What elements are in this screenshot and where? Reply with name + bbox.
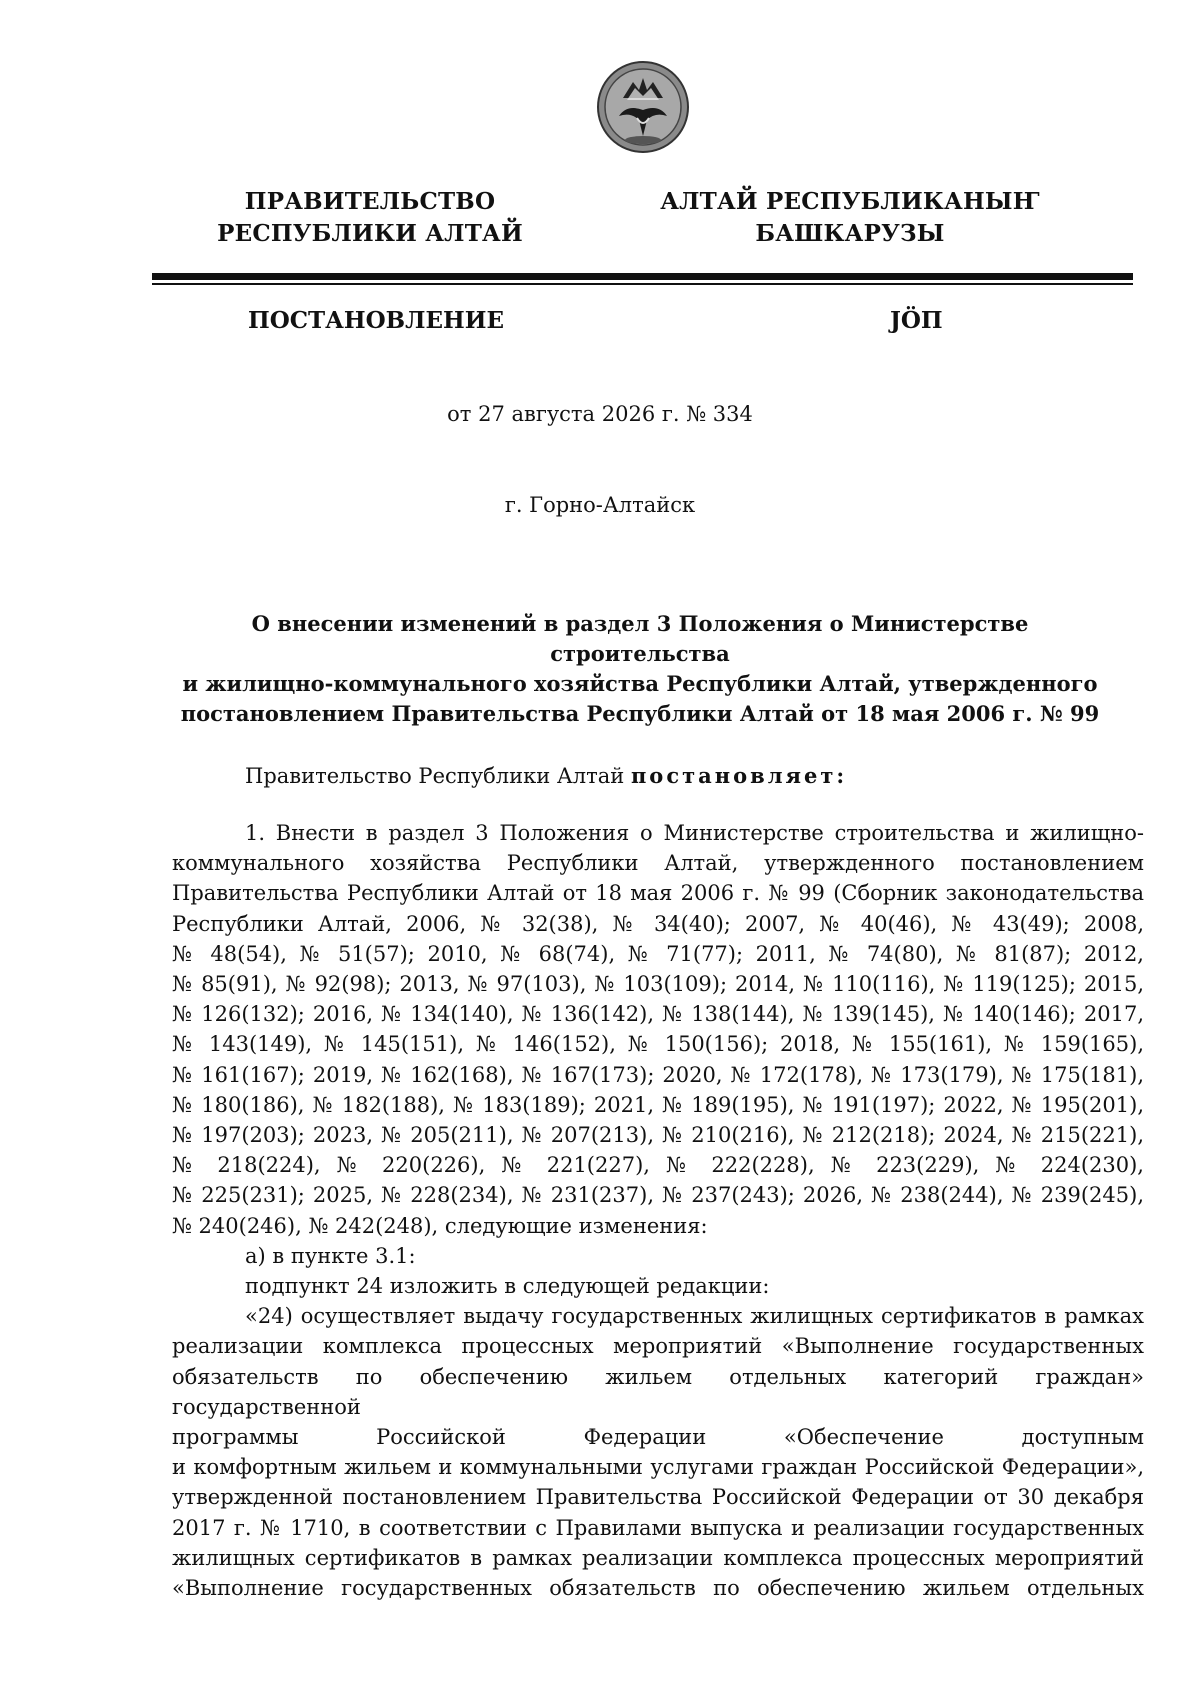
coat-of-arms-emblem bbox=[597, 58, 689, 156]
paragraph-line: программы Российской Федерации «Обеспечение доступным bbox=[172, 1425, 1144, 1450]
header-right-line2: БАШКАРУЗЫ bbox=[755, 220, 945, 247]
paragraph-line: реализации комплекса процессных мероприятий «Выполнение государственных bbox=[172, 1334, 1144, 1359]
paragraph-line: № 180(186), № 182(188), № 183(189); 2021, № 189(195), № 191(197); 2022, № 195(201), bbox=[172, 1092, 1144, 1117]
preamble-decree-word: постановляет: bbox=[630, 763, 848, 788]
paragraph-line: № 85(91), № 92(98); 2013, № 97(103), № 103(109); 2014, № 110(116), № 119(125); 2015, bbox=[172, 972, 1144, 997]
paragraph-line: № 218(224), № 220(226), № 221(227), № 222(228), № 223(229), № 224(230), bbox=[172, 1153, 1144, 1178]
paragraph-line: «24) осуществляет выдачу государственных жилищных сертификатов в рамках bbox=[245, 1304, 1144, 1329]
paragraph-line: утвержденной постановлением Правительства Российской Федерации от 30 декабря bbox=[172, 1485, 1144, 1510]
header-divider-thin bbox=[152, 283, 1133, 285]
document-title bbox=[160, 609, 1120, 729]
main-paragraph bbox=[172, 818, 1144, 1603]
header-left-block bbox=[160, 186, 580, 250]
paragraph-line: «Выполнение государственных обязательств по обеспечению жильем отдельных bbox=[172, 1576, 1144, 1601]
doc-type-russian: ПОСТАНОВЛЕНИЕ bbox=[248, 307, 504, 334]
title-line-3: постановлением Правительства Республики Алтай от 18 мая 2006 г. № 99 bbox=[180, 701, 1100, 726]
paragraph-line: № 161(167); 2019, № 162(168), № 167(173); 2020, № 172(178), № 173(179), № 175(181), bbox=[172, 1062, 1144, 1087]
header-left-line2: РЕСПУБЛИКИ АЛТАЙ bbox=[217, 220, 523, 247]
paragraph-line: жилищных сертификатов в рамках реализации комплекса процессных мероприятий bbox=[172, 1545, 1144, 1570]
paragraph-line: подпункт 24 изложить в следующей редакции: bbox=[245, 1274, 770, 1299]
doc-type-altai: ЈÖП bbox=[890, 307, 943, 334]
paragraph-line: обязательств по обеспечению жильем отдельных категорий граждан» государственной bbox=[172, 1364, 1144, 1419]
header-right-block bbox=[640, 186, 1060, 250]
document-city: г. Горно-Алтайск bbox=[504, 493, 696, 517]
paragraph-line: № 225(231); 2025, № 228(234), № 231(237), № 237(243); 2026, № 238(244), № 239(245), bbox=[172, 1183, 1144, 1208]
paragraph-line: Республики Алтай, 2006, № 32(38), № 34(40); 2007, № 40(46), № 43(49); 2008, bbox=[172, 911, 1144, 936]
paragraph-line: № 143(149), № 145(151), № 146(152), № 150(156); 2018, № 155(161), № 159(165), bbox=[172, 1032, 1144, 1057]
title-line-2: и жилищно-коммунального хозяйства Республики Алтай, утвержденного bbox=[182, 671, 1098, 696]
paragraph-line: № 240(246), № 242(248), следующие изменения: bbox=[172, 1213, 708, 1238]
paragraph-line: Правительства Республики Алтай от 18 мая 2006 г. № 99 (Сборник законодательства bbox=[172, 881, 1144, 906]
paragraph-line: 1. Внести в раздел 3 Положения о Министерстве строительства и жилищно- bbox=[245, 821, 1144, 845]
paragraph-line: 2017 г. № 1710, в соответствии с Правилами выпуска и реализации государственных bbox=[172, 1515, 1144, 1540]
title-line-1: О внесении изменений в раздел 3 Положения о Министерстве строительства bbox=[251, 611, 1029, 666]
paragraph-line: № 197(203); 2023, № 205(211), № 207(213), № 210(216), № 212(218); 2024, № 215(221), bbox=[172, 1123, 1144, 1148]
paragraph-line: а) в пункте 3.1: bbox=[245, 1243, 416, 1268]
preamble bbox=[172, 761, 1144, 791]
header-left-line1: ПРАВИТЕЛЬСТВО bbox=[244, 188, 496, 215]
header-right-line1: АЛТАЙ РЕСПУБЛИКАНЫҤ bbox=[660, 188, 1040, 215]
preamble-text: Правительство Республики Алтай bbox=[245, 764, 631, 788]
document-date-number: от 27 августа 2026 г. № 334 bbox=[447, 402, 753, 426]
paragraph-line: и комфортным жильем и коммунальными услугами граждан Российской Федерации», bbox=[172, 1455, 1144, 1480]
paragraph-line: № 126(132); 2016, № 134(140), № 136(142), № 138(144), № 139(145), № 140(146); 2017, bbox=[172, 1002, 1144, 1027]
paragraph-line: коммунального хозяйства Республики Алтай, утвержденного постановлением bbox=[172, 851, 1144, 876]
header-divider-thick bbox=[152, 273, 1133, 280]
paragraph-line: № 48(54), № 51(57); 2010, № 68(74), № 71(77); 2011, № 74(80), № 81(87); 2012, bbox=[172, 941, 1144, 966]
